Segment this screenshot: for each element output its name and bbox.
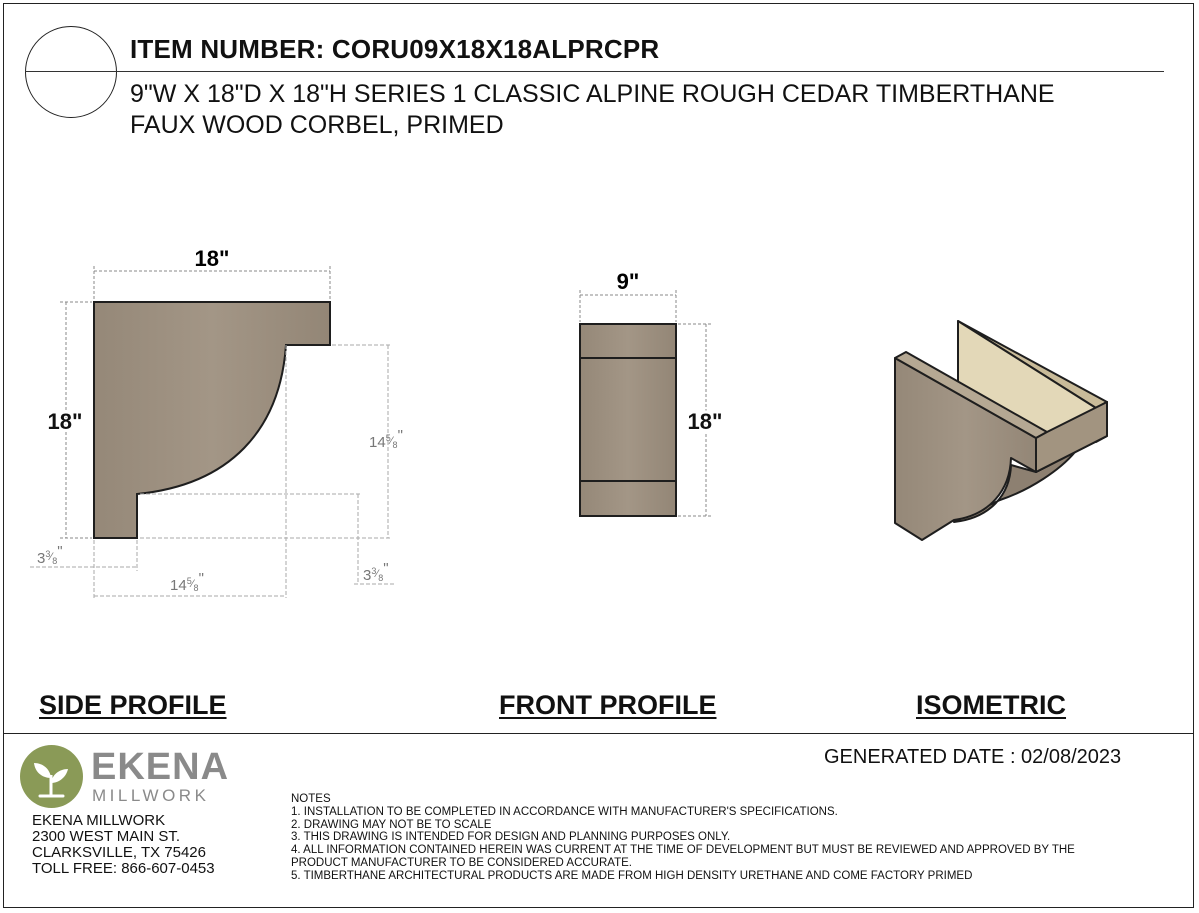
note-item: 1. INSTALLATION TO BE COMPLETED IN ACCORDANCE WITH MANUFACTURER'S SPECIFICATIONS.	[291, 805, 838, 818]
company-address	[32, 813, 215, 877]
side-profile-view	[30, 246, 403, 598]
base-width-num: 3	[45, 549, 51, 559]
side-width-dimension	[94, 266, 330, 300]
base-width-den: 8	[52, 556, 58, 566]
note-item: 3. THIS DRAWING IS INTENDED FOR DESIGN AND PLANNING PURPOSES ONLY.	[291, 831, 731, 844]
address-line: TOLL FREE: 866-607-0453	[32, 860, 215, 877]
base-height-dimension	[140, 494, 394, 584]
curve-height-label	[369, 427, 403, 451]
base-height-unit: "	[383, 560, 389, 577]
front-width-dimension	[580, 290, 676, 322]
curve-height-unit: "	[397, 427, 403, 444]
side-height-label: 18"	[47, 409, 83, 434]
front-profile-label: FRONT PROFILE	[499, 690, 717, 720]
leaf-icon	[20, 745, 83, 808]
curve-height-den: 8	[392, 440, 398, 450]
logo-wordmark: EKENA	[91, 746, 230, 788]
base-height-whole: 3	[363, 567, 372, 584]
front-width-label: 9"	[616, 269, 640, 294]
base-width-whole: 3	[37, 550, 46, 567]
address-line: CLARKSVILLE, TX 75426	[32, 844, 206, 861]
front-profile-shape	[580, 324, 676, 516]
notes-heading: NOTES	[291, 793, 331, 805]
base-height-label	[363, 560, 389, 584]
side-width-label: 18"	[194, 246, 230, 271]
item-number: ITEM NUMBER: CORU09X18X18ALPRCPR	[130, 34, 660, 64]
isometric-label: ISOMETRIC	[916, 690, 1067, 720]
footer-divider	[3, 733, 1194, 734]
notes-block	[291, 793, 1075, 883]
base-height-den: 8	[378, 573, 384, 583]
curve-height-whole: 14	[369, 434, 386, 451]
generated-date: GENERATED DATE : 02/08/2023	[824, 746, 1122, 768]
base-width-slash: ⁄	[50, 551, 53, 563]
curve-height-num: 5	[385, 433, 391, 443]
note-item: 4. ALL INFORMATION CONTAINED HEREIN WAS CURRENT AT THE TIME OF DEVELOPMENT BUT MUST BE REVIEWED AND APPROVED BY THE	[291, 844, 1075, 857]
curve-height-slash: ⁄	[390, 435, 393, 447]
logo-subtitle: MILLWORK	[92, 786, 210, 805]
note-item: 5. TIMBERTHANE ARCHITECTURAL PRODUCTS ARE MADE FROM HIGH DENSITY URETHANE AND COME FACTORY PRIMED	[291, 869, 973, 882]
description-line-1: 9"W X 18"D X 18"H SERIES 1 CLASSIC ALPINE ROUGH CEDAR TIMBERTHANE	[130, 80, 1055, 108]
description-line-2: FAUX WOOD CORBEL, PRIMED	[130, 111, 504, 139]
curve-width-den: 8	[193, 583, 199, 593]
address-line: 2300 WEST MAIN ST.	[32, 828, 181, 845]
front-profile-view	[580, 269, 722, 516]
base-height-num: 3	[371, 566, 377, 576]
logo-mark	[20, 745, 83, 808]
curve-width-slash: ⁄	[191, 578, 194, 590]
curve-width-unit: "	[198, 570, 204, 587]
note-item: 2. DRAWING MAY NOT BE TO SCALE	[291, 818, 492, 831]
note-item: PRODUCT MANUFACTURER TO BE CONSIDERED ACCURATE.	[291, 856, 632, 869]
side-profile-shape	[94, 302, 330, 538]
curve-width-label	[170, 570, 204, 594]
isometric-view	[895, 321, 1107, 540]
base-width-label	[37, 543, 63, 567]
front-height-label: 18"	[687, 409, 723, 434]
base-height-slash: ⁄	[376, 568, 379, 580]
curve-width-whole: 14	[170, 577, 187, 594]
address-line: EKENA MILLWORK	[32, 812, 166, 829]
curve-width-num: 5	[186, 576, 192, 586]
base-width-unit: "	[57, 543, 63, 560]
side-profile-label: SIDE PROFILE	[39, 690, 227, 720]
